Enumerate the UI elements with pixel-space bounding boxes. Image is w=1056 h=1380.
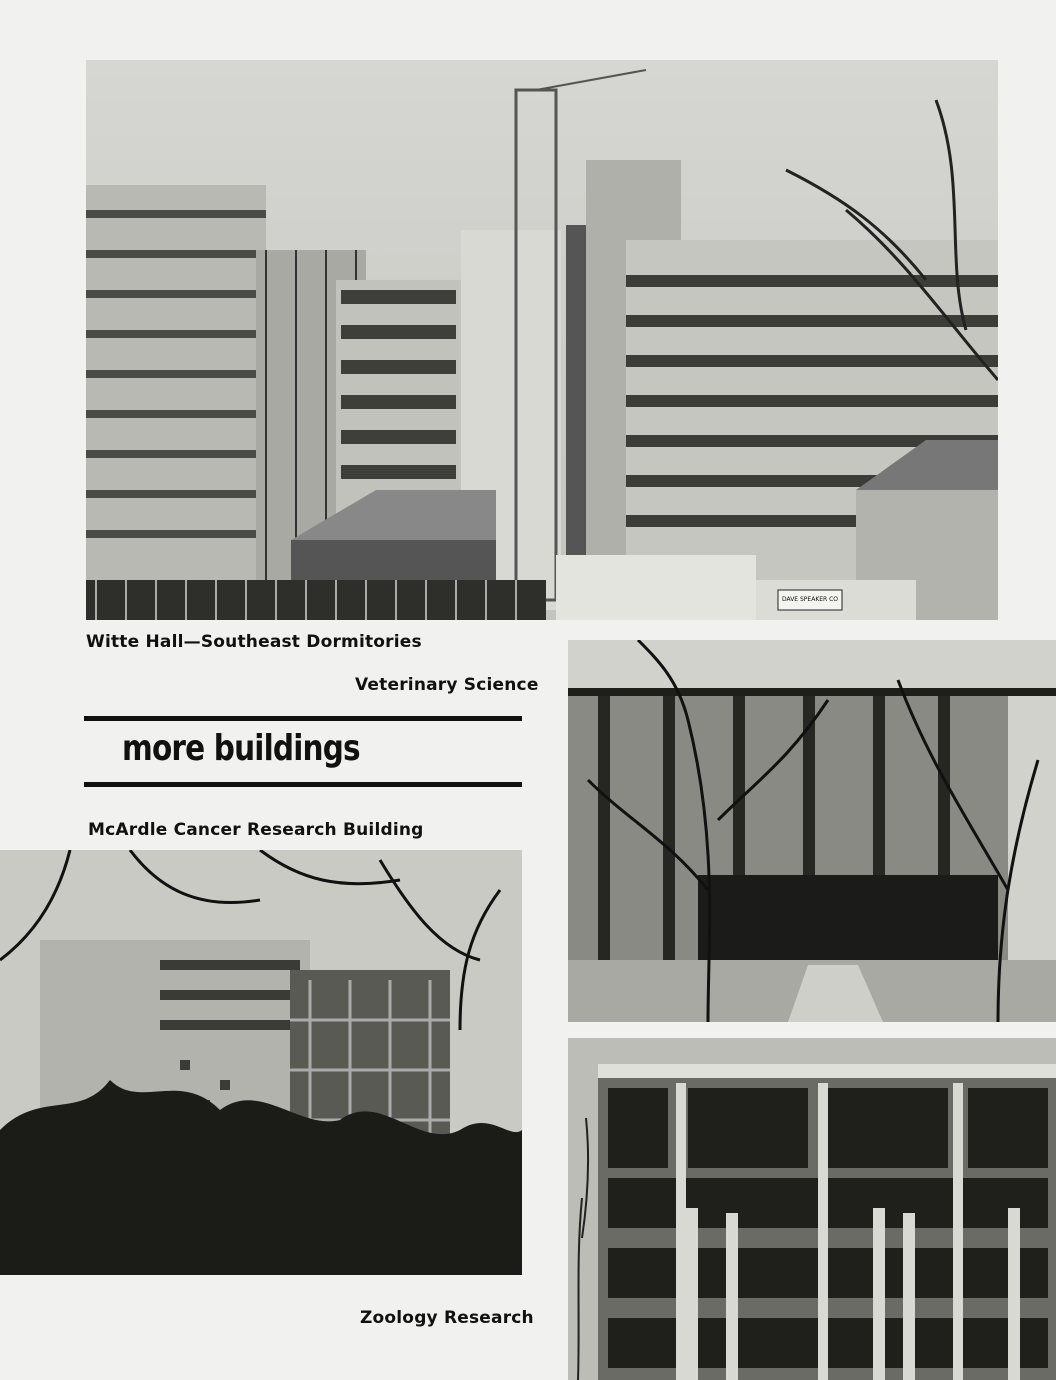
section-headline: more buildings bbox=[122, 728, 360, 769]
headline-rule-bottom bbox=[84, 782, 522, 787]
photo-veterinary-science bbox=[568, 640, 1056, 1022]
caption-veterinary-science: Veterinary Science bbox=[355, 675, 539, 695]
headline-rule-top bbox=[84, 716, 522, 721]
photo-witte-hall bbox=[86, 60, 998, 620]
caption-mcardle: McArdle Cancer Research Building bbox=[88, 820, 424, 840]
caption-witte-hall: Witte Hall—Southeast Dormitories bbox=[86, 632, 422, 652]
contractor-sign: DAVE SPEAKER CO bbox=[781, 596, 839, 603]
caption-zoology-research: Zoology Research bbox=[360, 1308, 534, 1328]
photo-zoology-research bbox=[568, 1038, 1056, 1380]
photo-mcardle bbox=[0, 850, 522, 1275]
